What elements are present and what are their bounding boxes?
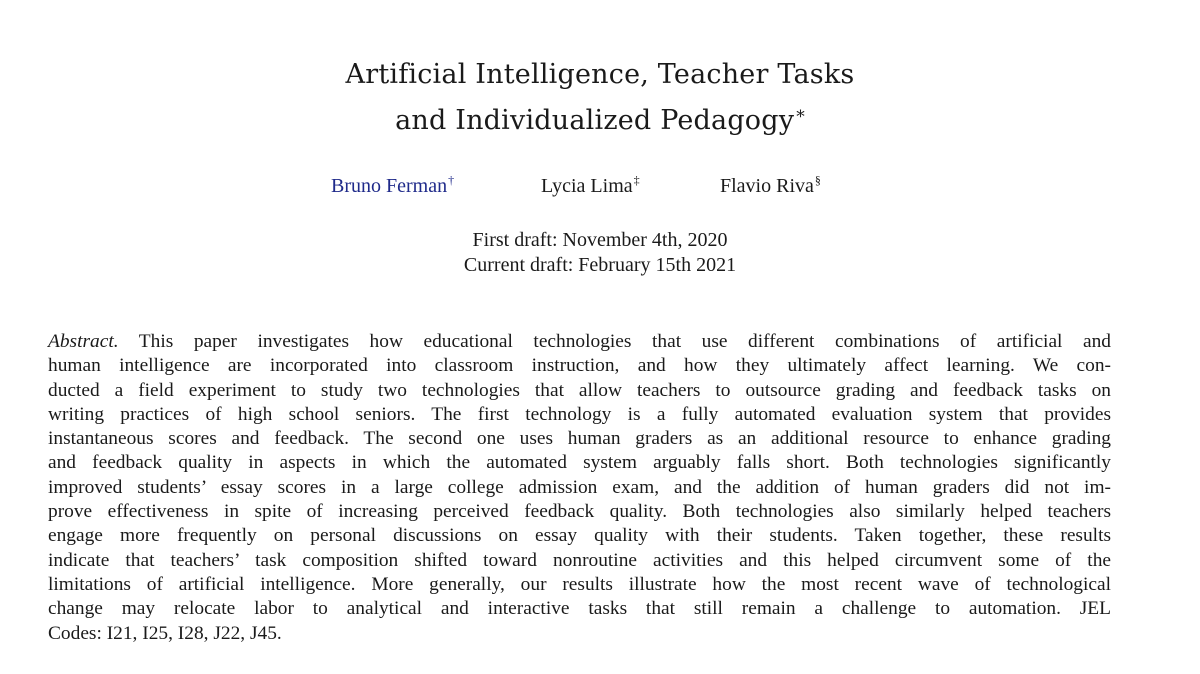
abstract-line: change may relocate labor to analytical and interactive tasks that still remain a challenge to automation. JEL: [48, 598, 1111, 620]
first-draft-date: First draft: November 4th, 2020: [472, 229, 728, 251]
paper-title: [0, 52, 1200, 144]
author-footnote-mark[interactable]: †: [448, 173, 455, 187]
title-line-1: Artificial Intelligence, Teacher Tasks: [345, 59, 855, 90]
author-name: Bruno Ferman: [331, 175, 448, 197]
abstract: [48, 330, 1111, 646]
abstract-line: instantaneous scores and feedback. The second one uses human graders as an additional resource to enhance grading: [48, 428, 1111, 450]
title-footnote-mark[interactable]: *: [796, 107, 805, 127]
title-line-2-text: and Individualized Pedagogy: [395, 105, 795, 136]
abstract-line-text: This paper investigates how educational technologies that use different combinations of artificial and: [138, 331, 1111, 352]
author-bruno-ferman[interactable]: [331, 175, 454, 198]
author-footnote-mark[interactable]: ‡: [633, 173, 640, 187]
abstract-line: writing practices of high school seniors. The first technology is a fully automated evaluation system that provides: [48, 403, 1111, 425]
title-line-2: [0, 98, 1200, 144]
abstract-line: engage more frequently on personal discussions on essay quality with their students. Taken together, these results: [48, 525, 1111, 547]
abstract-line: Codes: I21, I25, I28, J22, J45.: [48, 622, 282, 644]
abstract-line: improved students’ essay scores in a large college admission exam, and the addition of human graders did not im-: [48, 476, 1111, 498]
author-list: [0, 175, 1200, 205]
draft-dates: [0, 228, 1200, 278]
author-lycia-lima: [541, 175, 640, 198]
author-flavio-riva: [720, 175, 821, 198]
abstract-line: prove effectiveness in spite of increasing perceived feedback quality. Both technologies also similarly helped teachers: [48, 501, 1111, 523]
author-footnote-mark[interactable]: §: [814, 173, 821, 187]
abstract-label: Abstract.: [48, 331, 119, 352]
abstract-line: human intelligence are incorporated into classroom instruction, and how they ultimately affect learning. We con-: [48, 355, 1111, 377]
abstract-line: indicate that teachers’ task composition shifted toward nonroutine activities and this helped circumvent some of the: [48, 549, 1111, 571]
current-draft-date: Current draft: February 15th 2021: [463, 254, 737, 276]
abstract-line: [48, 330, 1111, 354]
abstract-line: limitations of artificial intelligence. More generally, our results illustrate how the most recent wave of technological: [48, 573, 1111, 595]
author-name: Lycia Lima: [541, 175, 633, 197]
abstract-line: ducted a field experiment to study two technologies that allow teachers to outsource grading and feedback tasks on: [48, 379, 1111, 401]
author-name: Flavio Riva: [720, 175, 814, 197]
abstract-line: and feedback quality in aspects in which the automated system arguably falls short. Both technologies significantly: [48, 452, 1111, 474]
